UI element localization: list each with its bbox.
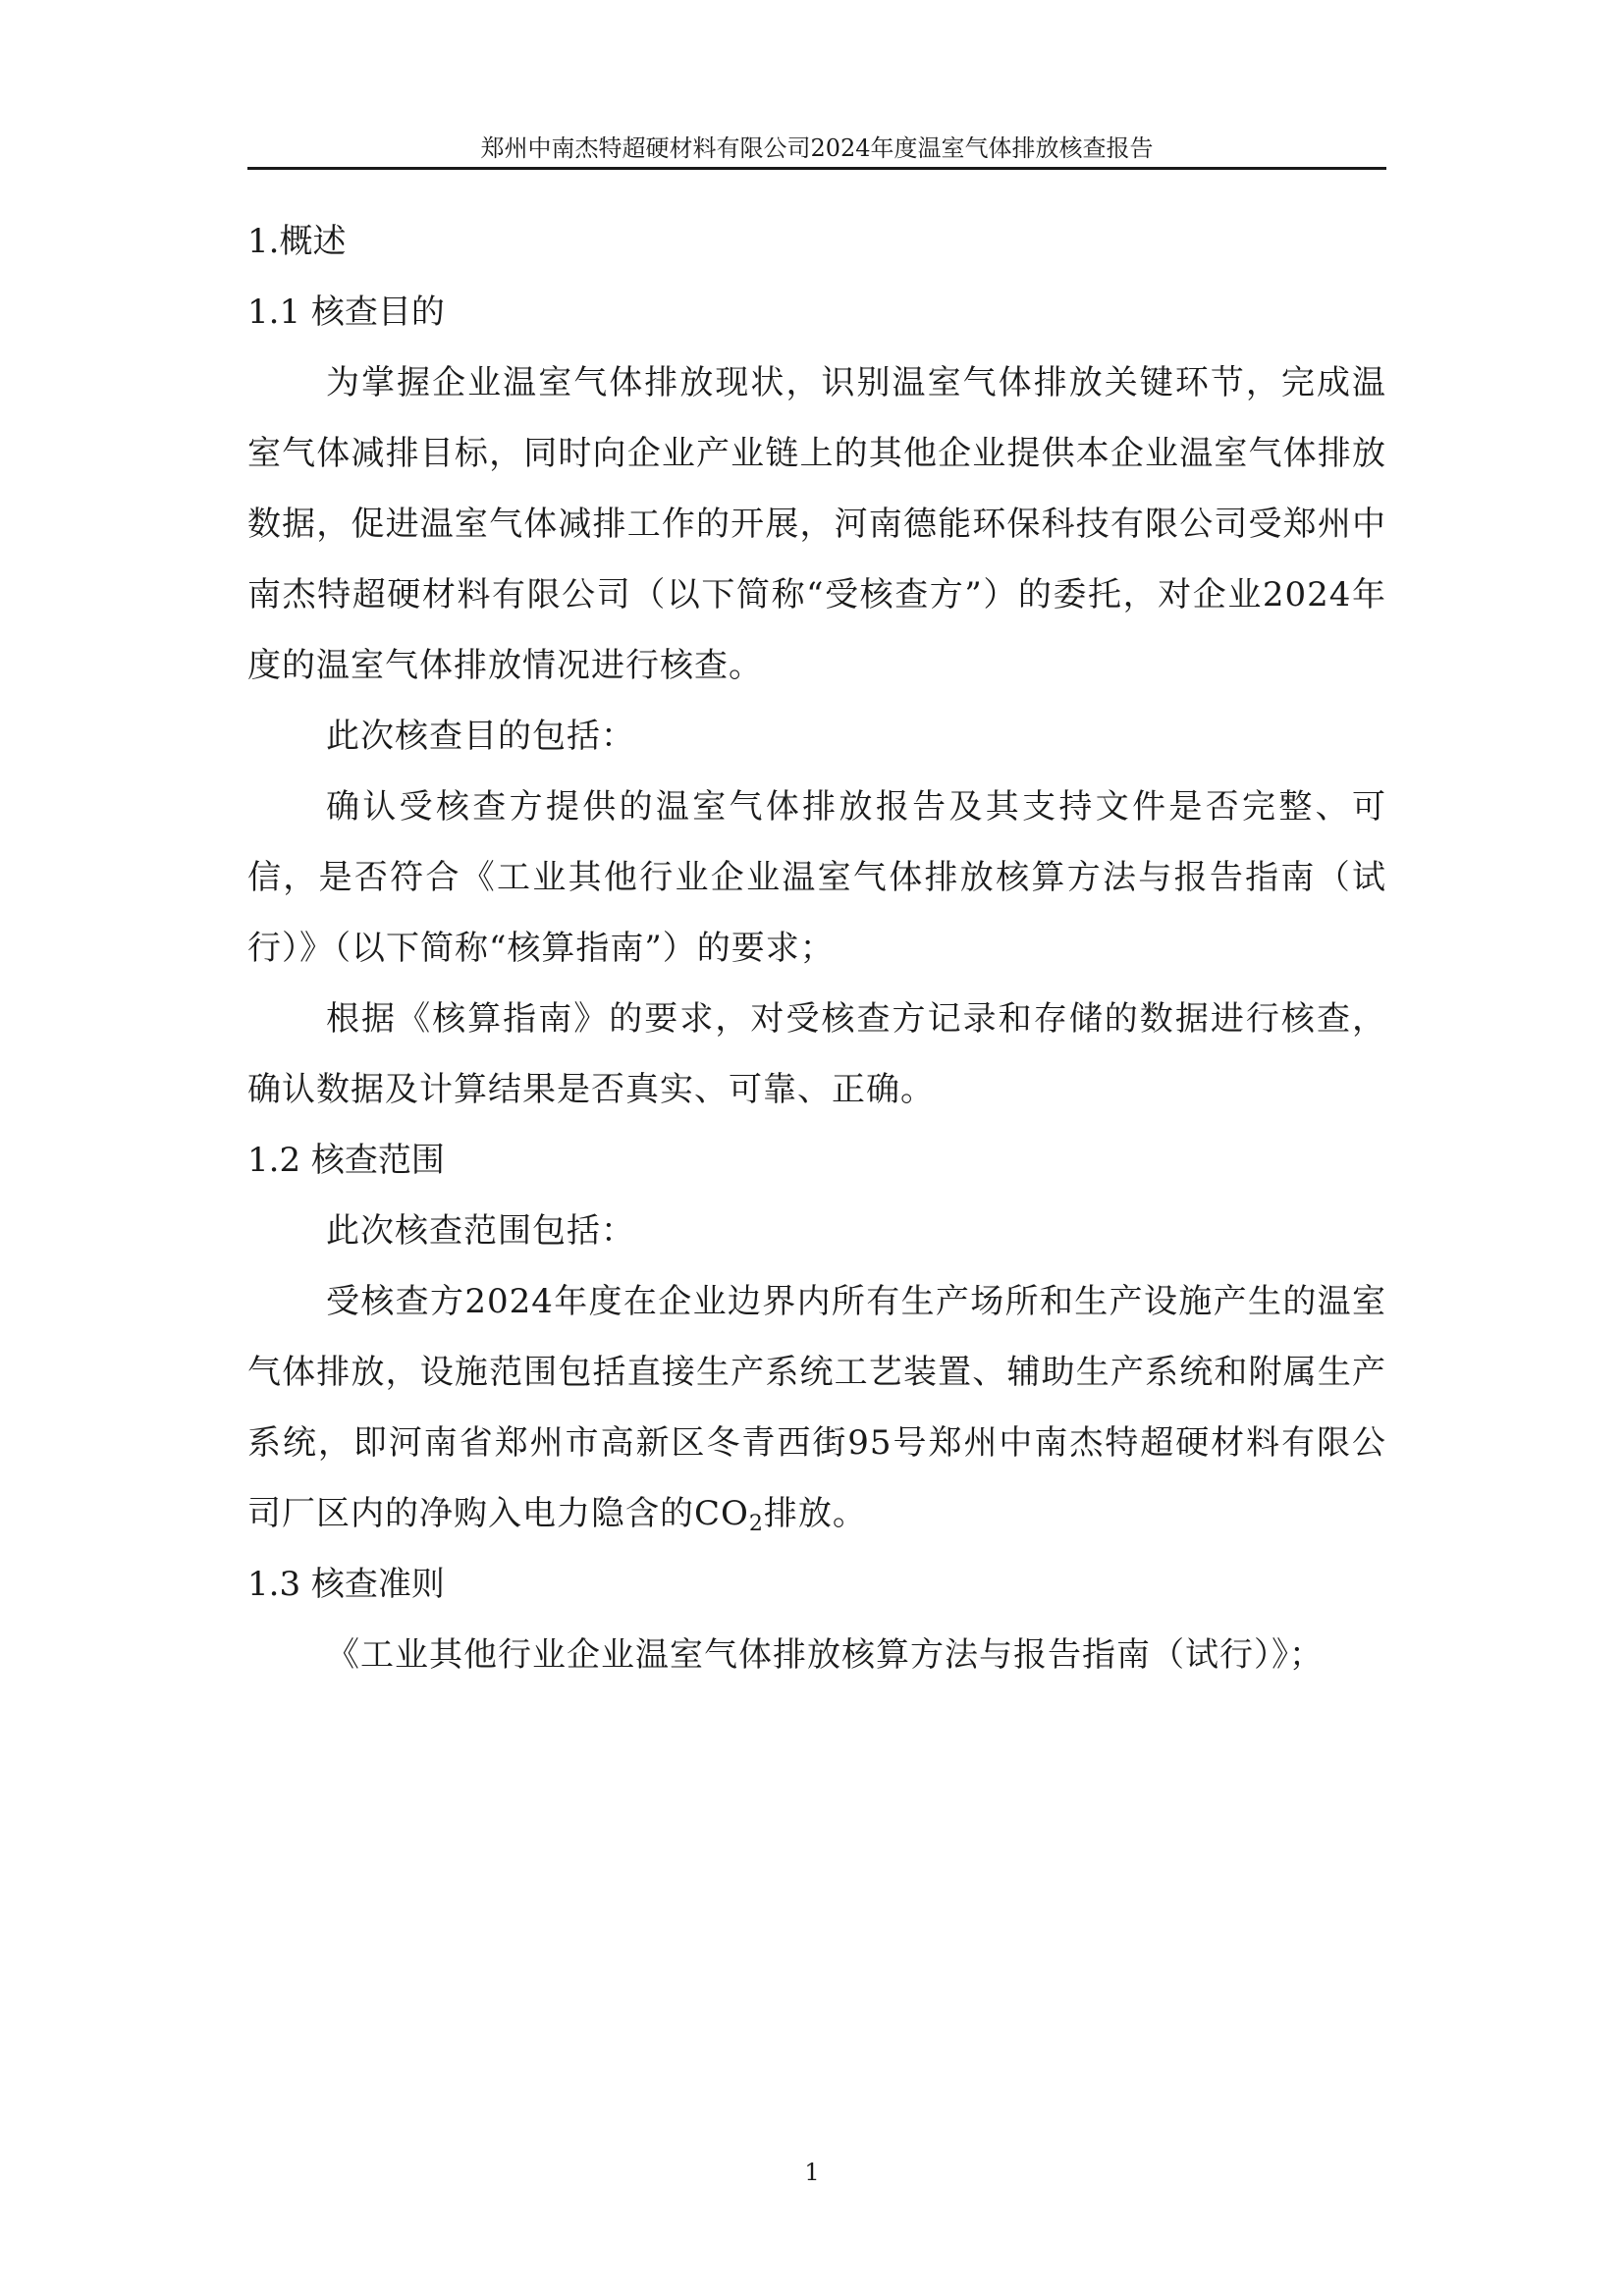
- page-number: 1: [804, 2159, 820, 2186]
- section-1-3-title: 1.3 核查准则: [247, 1565, 445, 1604]
- co2-subscript: 2: [748, 1512, 764, 1536]
- page-content: [247, 206, 1386, 1690]
- paragraph-confirm-report: 确认受核查方提供的温室气体排放报告及其支持文件是否完整、可信，是否符合《工业其他行业企业温室气体排放核算方法与报告指南（试行）》（以下简称“核算指南”）的要求；: [247, 787, 1386, 968]
- paragraph-verify-data: 根据《核算指南》的要求，对受核查方记录和存储的数据进行核查，确认数据及计算结果是否真实、可靠、正确。: [247, 999, 1386, 1109]
- header-rule: [247, 167, 1386, 170]
- paragraph-purpose: 为掌握企业温室气体排放现状，识别温室气体排放关键环节，完成温室气体减排目标，同时向企业产业链上的其他企业提供本企业温室气体排放数据，促进温室气体减排工作的开展，河南德能环保科技有限公司受郑州中南杰特超硬材料有限公司（以下简称“受核查方”）的委托，对企业2024年度的温室气体排放情况进行核查。: [247, 363, 1386, 685]
- page-header: 郑州中南杰特超硬材料有限公司2024年度温室气体排放核查报告: [480, 134, 1154, 162]
- paragraph-scope-includes: 此次核查范围包括：: [326, 1211, 635, 1251]
- section-1-2-title: 1.2 核查范围: [247, 1141, 445, 1180]
- paragraph-criteria-guide: 《工业其他行业企业温室气体排放核算方法与报告指南（试行）》；: [326, 1635, 1324, 1675]
- section-1-1-title: 1.1 核查目的: [247, 293, 445, 332]
- scope-detail-text: 受核查方2024年度在企业边界内所有生产场所和生产设施产生的温室气体排放，设施范围包括直接生产系统工艺装置、辅助生产系统和附属生产系统，即河南省郑州市高新区冬青西街95号郑州中南杰特超硬材料有限公司厂区内的净购入电力隐含的CO: [247, 1282, 1386, 1533]
- section-1-title: 1.概述: [247, 222, 347, 261]
- scope-detail-end: 排放。: [763, 1494, 867, 1533]
- paragraph-scope-detail: [247, 1266, 1386, 1549]
- paragraph-purpose-includes: 此次核查目的包括：: [326, 717, 635, 756]
